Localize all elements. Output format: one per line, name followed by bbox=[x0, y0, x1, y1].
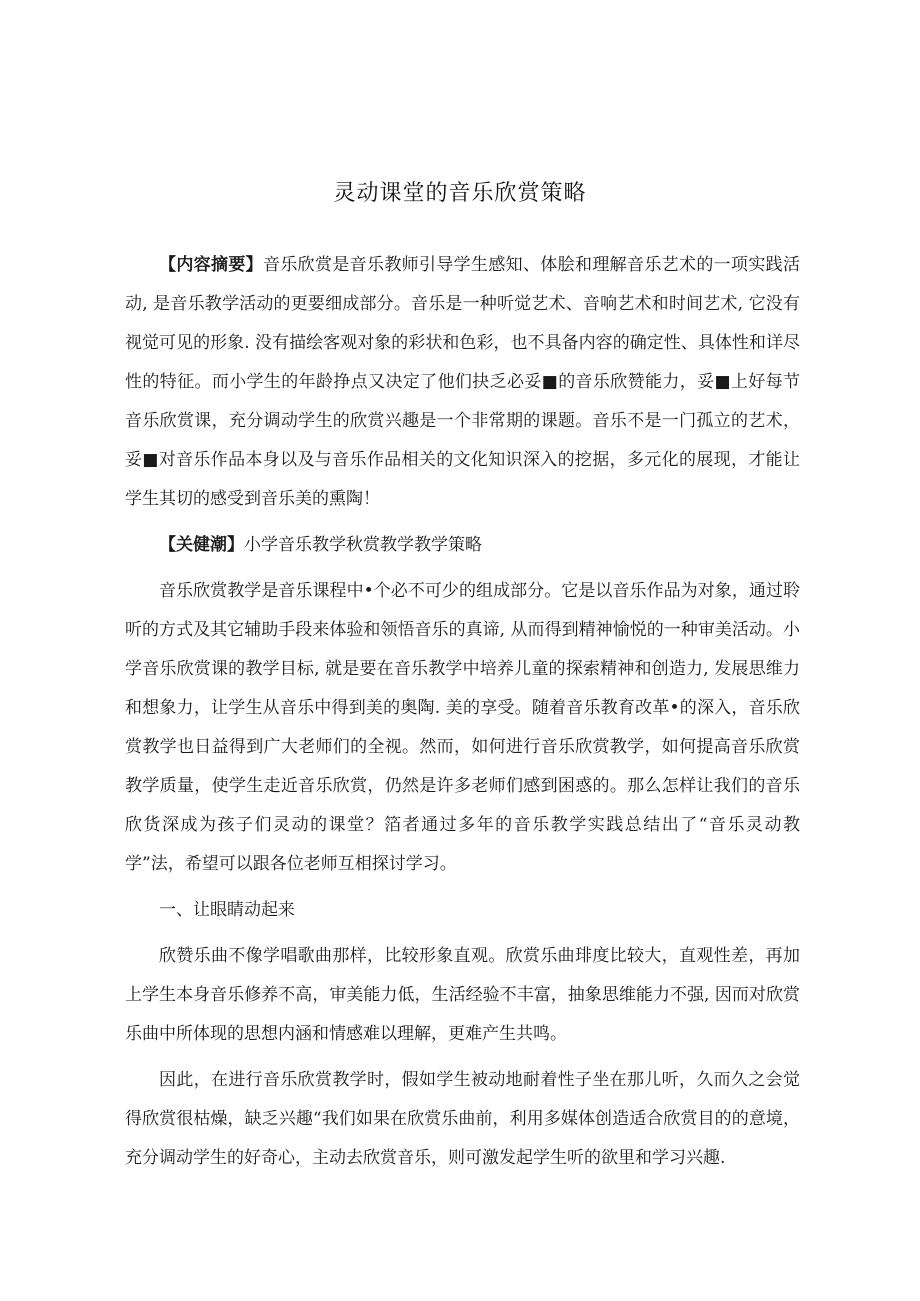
abstract-text: 音乐欣赏是音乐教师引导学生感知、体脍和理解音乐艺术的一项实践活动, 是音乐教学活动的更要细成部分。音乐是一种听觉艺术、音响艺术和时间艺术, 它没有视觉可见的形象. 没有描绘客观对象的彩状和色彩，也不具备内容的确定性、具体性和详尽性的特征。而小学生的年龄挣点又决定了他们抉乏必妥■的音乐欣赞能力，妥■上好每节音乐欣赏课，充分调动学生的欣赏兴趣是一个非常期的课题。音乐不是一门孤立的艺术，妥■对音乐作品本身以及与音乐作品相关的文化知识深入的挖据，多元化的展现，才能让学生其切的感受到音乐美的熏陶！ bbox=[125, 255, 800, 509]
abstract-paragraph bbox=[125, 246, 800, 519]
keywords-text: 小学音乐教学秋赏教学教学策略 bbox=[244, 535, 482, 555]
section-paragraph-1: 欣赞乐曲不像学唱歌曲那样，比较形象直观。欣赏乐曲琲度比较大，直观性差，再加上学生本身音乐修养不高，审美能力低，生活经验不丰富，抽象思维能力不强, 因而对欣赏乐曲中所体现的思想内涵和情感难以理解，更难产生共鸣。 bbox=[125, 946, 800, 1044]
intro-paragraph: 音乐欣赏教学是音乐课程中•个必不可少的组成部分。它是以音乐作品为对象，通过聆听的方式及其它辅助手段来体验和领悟音乐的真谛, 从而得到精神愉悦的一种审美活动。小学音乐欣赏课的教学目标, 就是要在音乐教学中培养儿童的探索精神和创造力, 发展思维力和想象力，让学生从音乐中得到美的奥陶. 美的享受。随着音乐教育改革•的深入，音乐欣赏教学也日益得到广大老师们的全视。然而，如何进行音乐欣赏教学，如何提高音乐欣赏教学质量，使学生走近音乐欣赏，仍然是许多老师们感到困惑的。那么怎样让我们的音乐欣货深成为孩子们灵动的课堂？箔者通过多年的音乐教学实践总结出了“音乐灵动教学”法，希望可以跟各位老师互相探讨学习。 bbox=[125, 581, 800, 874]
section-heading: 一、让眼睛动起来 bbox=[159, 900, 295, 920]
section-paragraph-2: 因此，在进行音乐欣赏教学时，假如学生被动地耐着性子坐在那儿听，久而久之会觉得欣赏很枯燥，缺乏兴趣“我们如果在欣赏乐曲前，利用多媒体创造适合欣赏目的的意境，充分调动学生的好奇心，主动去欣赏音乐，则可激发起学生听的欲里和学习兴趣. bbox=[125, 1070, 800, 1168]
keywords-paragraph bbox=[125, 526, 800, 565]
document-body bbox=[125, 246, 800, 1185]
page-title: 灵动课堂的音乐欣赏策略 bbox=[333, 181, 587, 206]
keywords-label: 【关健潮】 bbox=[159, 535, 244, 555]
abstract-label: 【内容摘要】 bbox=[159, 255, 263, 275]
